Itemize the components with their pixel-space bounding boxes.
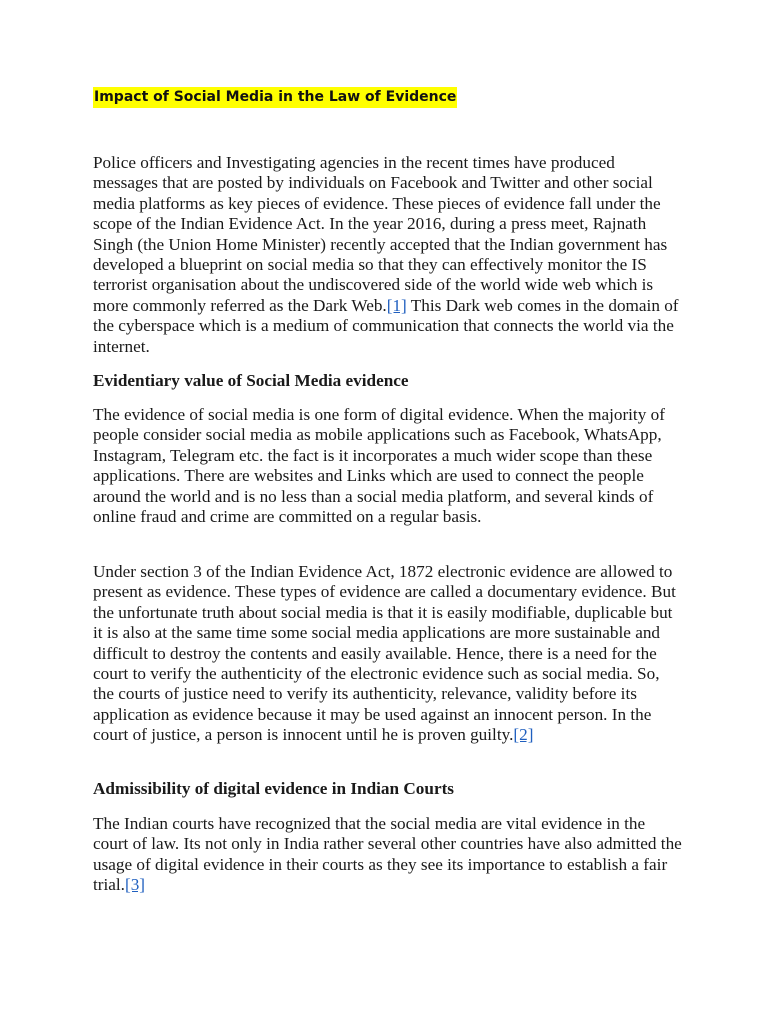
- paragraph-indian-courts-text: The Indian courts have recognized that the social media are vital evidence in the court of law. Its not only in India rather several other countries have also admitted the usage of digital evidence in their courts as they see its importance to establish a fair trial.: [93, 814, 682, 895]
- paragraph-intro-text: Police officers and Investigating agencies in the recent times have produced messages that are posted by individuals on Facebook and Twitter and other social media platforms as key pieces of evidence. These pieces of evidence fall under the scope of the Indian Evidence Act. In the year 2016, during a press meet, Rajnath Singh (the Union Home Minister) recently accepted that the Indian government has developed a blueprint on social media so that they can effectively monitor the IS terrorist organisation about the undiscovered side of the world wide web which is more commonly referred as the Dark Web.: [93, 153, 668, 315]
- document-title: Impact of Social Media in the Law of Evidence: [93, 87, 457, 108]
- section-heading-admissibility: Admissibility of digital evidence in Indian Courts: [93, 779, 454, 798]
- footnote-ref-3[interactable]: [3]: [124, 875, 146, 895]
- section-heading-evidentiary-value: Evidentiary value of Social Media evidence: [93, 371, 409, 390]
- footnote-ref-2[interactable]: [2]: [513, 725, 534, 745]
- paragraph-section-3: [93, 562, 683, 746]
- paragraph-section-3-text: Under section 3 of the Indian Evidence Act, 1872 electronic evidence are allowed to present as evidence. These types of evidence are called a documentary evidence. But the unfortunate truth about social media is that it is easily modifiable, duplicable but it is also at the same time some social media applications are more sustainable and difficult to destroy the contents and easily available. Hence, there is a need for the court to verify the authenticity of the electronic evidence such as social media. So, the courts of justice need to verify its authenticity, relevance, validity before its application as evidence because it may be used against an innocent person. In the court of justice, a person is innocent until he is proven guilty.: [93, 562, 676, 745]
- paragraph-intro: [93, 153, 683, 357]
- footnote-ref-1[interactable]: [1]: [386, 295, 407, 315]
- paragraph-intro-text-continued: This Dark web comes in the domain of the cyberspace which is a medium of communication that connects the world via the internet.: [93, 295, 679, 356]
- paragraph-digital-evidence: The evidence of social media is one form of digital evidence. When the majority of people consider social media as mobile applications such as Facebook, WhatsApp, Instagram, Telegram etc. the fact is it incorporates a much wider scope than these applications. There are websites and Links which are used to connect the people around the world and is no less than a social media platform, and several kinds of online fraud and crime are committed on a regular basis.: [93, 405, 665, 527]
- paragraph-indian-courts: [93, 814, 683, 896]
